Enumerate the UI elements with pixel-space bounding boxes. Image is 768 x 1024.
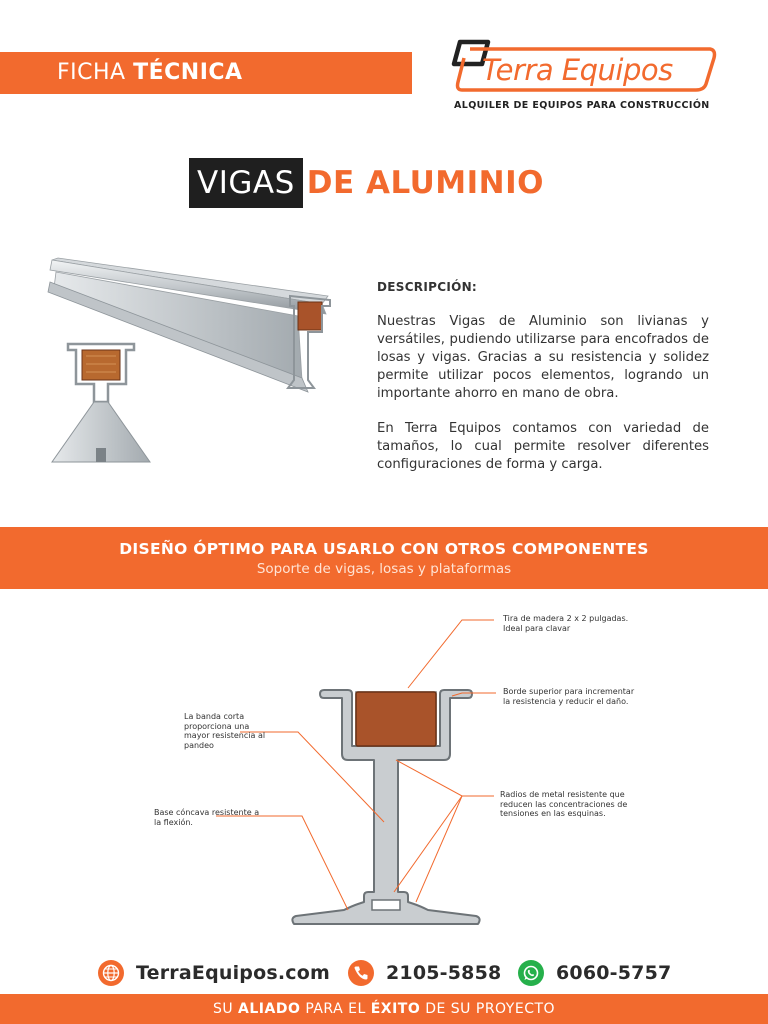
- phone-text: 2105-5858: [386, 962, 502, 984]
- footer-post: DE SU PROYECTO: [425, 1001, 556, 1017]
- contact-whatsapp[interactable]: [518, 955, 671, 991]
- description-paragraph-2: En Terra Equipos contamos con variedad de tamaños, lo cual permite resolver diferentes configuraciones de forma y carga.: [377, 421, 709, 472]
- title-rest: DE ALUMINIO: [306, 165, 544, 201]
- description-heading: DESCRIPCIÓN:: [377, 280, 478, 294]
- footer-mid: PARA EL: [305, 1001, 366, 1017]
- title-boxed-word: VIGAS: [189, 158, 303, 208]
- contact-bar: [0, 955, 768, 991]
- note-top-edge: Borde superior para incrementar la resistencia y reducir el daño.: [503, 687, 635, 706]
- phone-icon: [348, 960, 374, 986]
- description-section: [377, 278, 709, 491]
- logo-name: Terra Equipos: [482, 53, 673, 87]
- product-photo: [46, 252, 336, 470]
- header-light-text: FICHA: [57, 60, 126, 85]
- globe-icon: [98, 960, 124, 986]
- banner-subtitle: Soporte de vigas, losas y plataformas: [256, 561, 512, 577]
- header-bold-text: TÉCNICA: [133, 60, 243, 85]
- beam-cross-section-diagram: [0, 600, 768, 945]
- note-short-band: La banda corta proporciona una mayor resistencia al pandeo: [184, 712, 266, 750]
- note-wood-strip: Tira de madera 2 x 2 pulgadas. Ideal para clavar: [503, 614, 629, 633]
- cross-section-drawing: [0, 600, 768, 945]
- logo-tagline: ALQUILER DE EQUIPOS PARA CONSTRUCCIÓN: [454, 100, 710, 111]
- design-banner: [0, 527, 768, 589]
- product-title: [189, 158, 544, 208]
- contact-phone[interactable]: [348, 955, 501, 991]
- whatsapp-icon: [518, 960, 544, 986]
- footer-slogan: [0, 994, 768, 1024]
- footer-bold-2: ÉXITO: [370, 1001, 421, 1017]
- document-type-banner: [0, 52, 412, 94]
- aluminum-beam-illustration: [46, 252, 336, 470]
- website-text: TerraEquipos.com: [136, 962, 330, 984]
- footer-pre: SU: [212, 1001, 234, 1017]
- whatsapp-text: 6060-5757: [556, 962, 672, 984]
- contact-website[interactable]: [98, 955, 330, 991]
- note-concave-base: Base cóncava resistente a la flexión.: [154, 808, 260, 827]
- company-logo: [448, 36, 728, 116]
- note-metal-radii: Radios de metal resistente que reducen las concentraciones de tensiones en las esquinas.: [500, 790, 628, 818]
- banner-title: DISEÑO ÓPTIMO PARA USARLO CON OTROS COMPONENTES: [119, 540, 649, 558]
- description-paragraph-1: Nuestras Vigas de Aluminio son livianas y versátiles, pudiendo utilizarse para encofrados de losas y vigas. Gracias a su resistencia y solidez permite utilizar pocos elementos, logrando un importante ahorro en mano de obra.: [377, 314, 709, 401]
- footer-bold-1: ALIADO: [238, 1001, 301, 1017]
